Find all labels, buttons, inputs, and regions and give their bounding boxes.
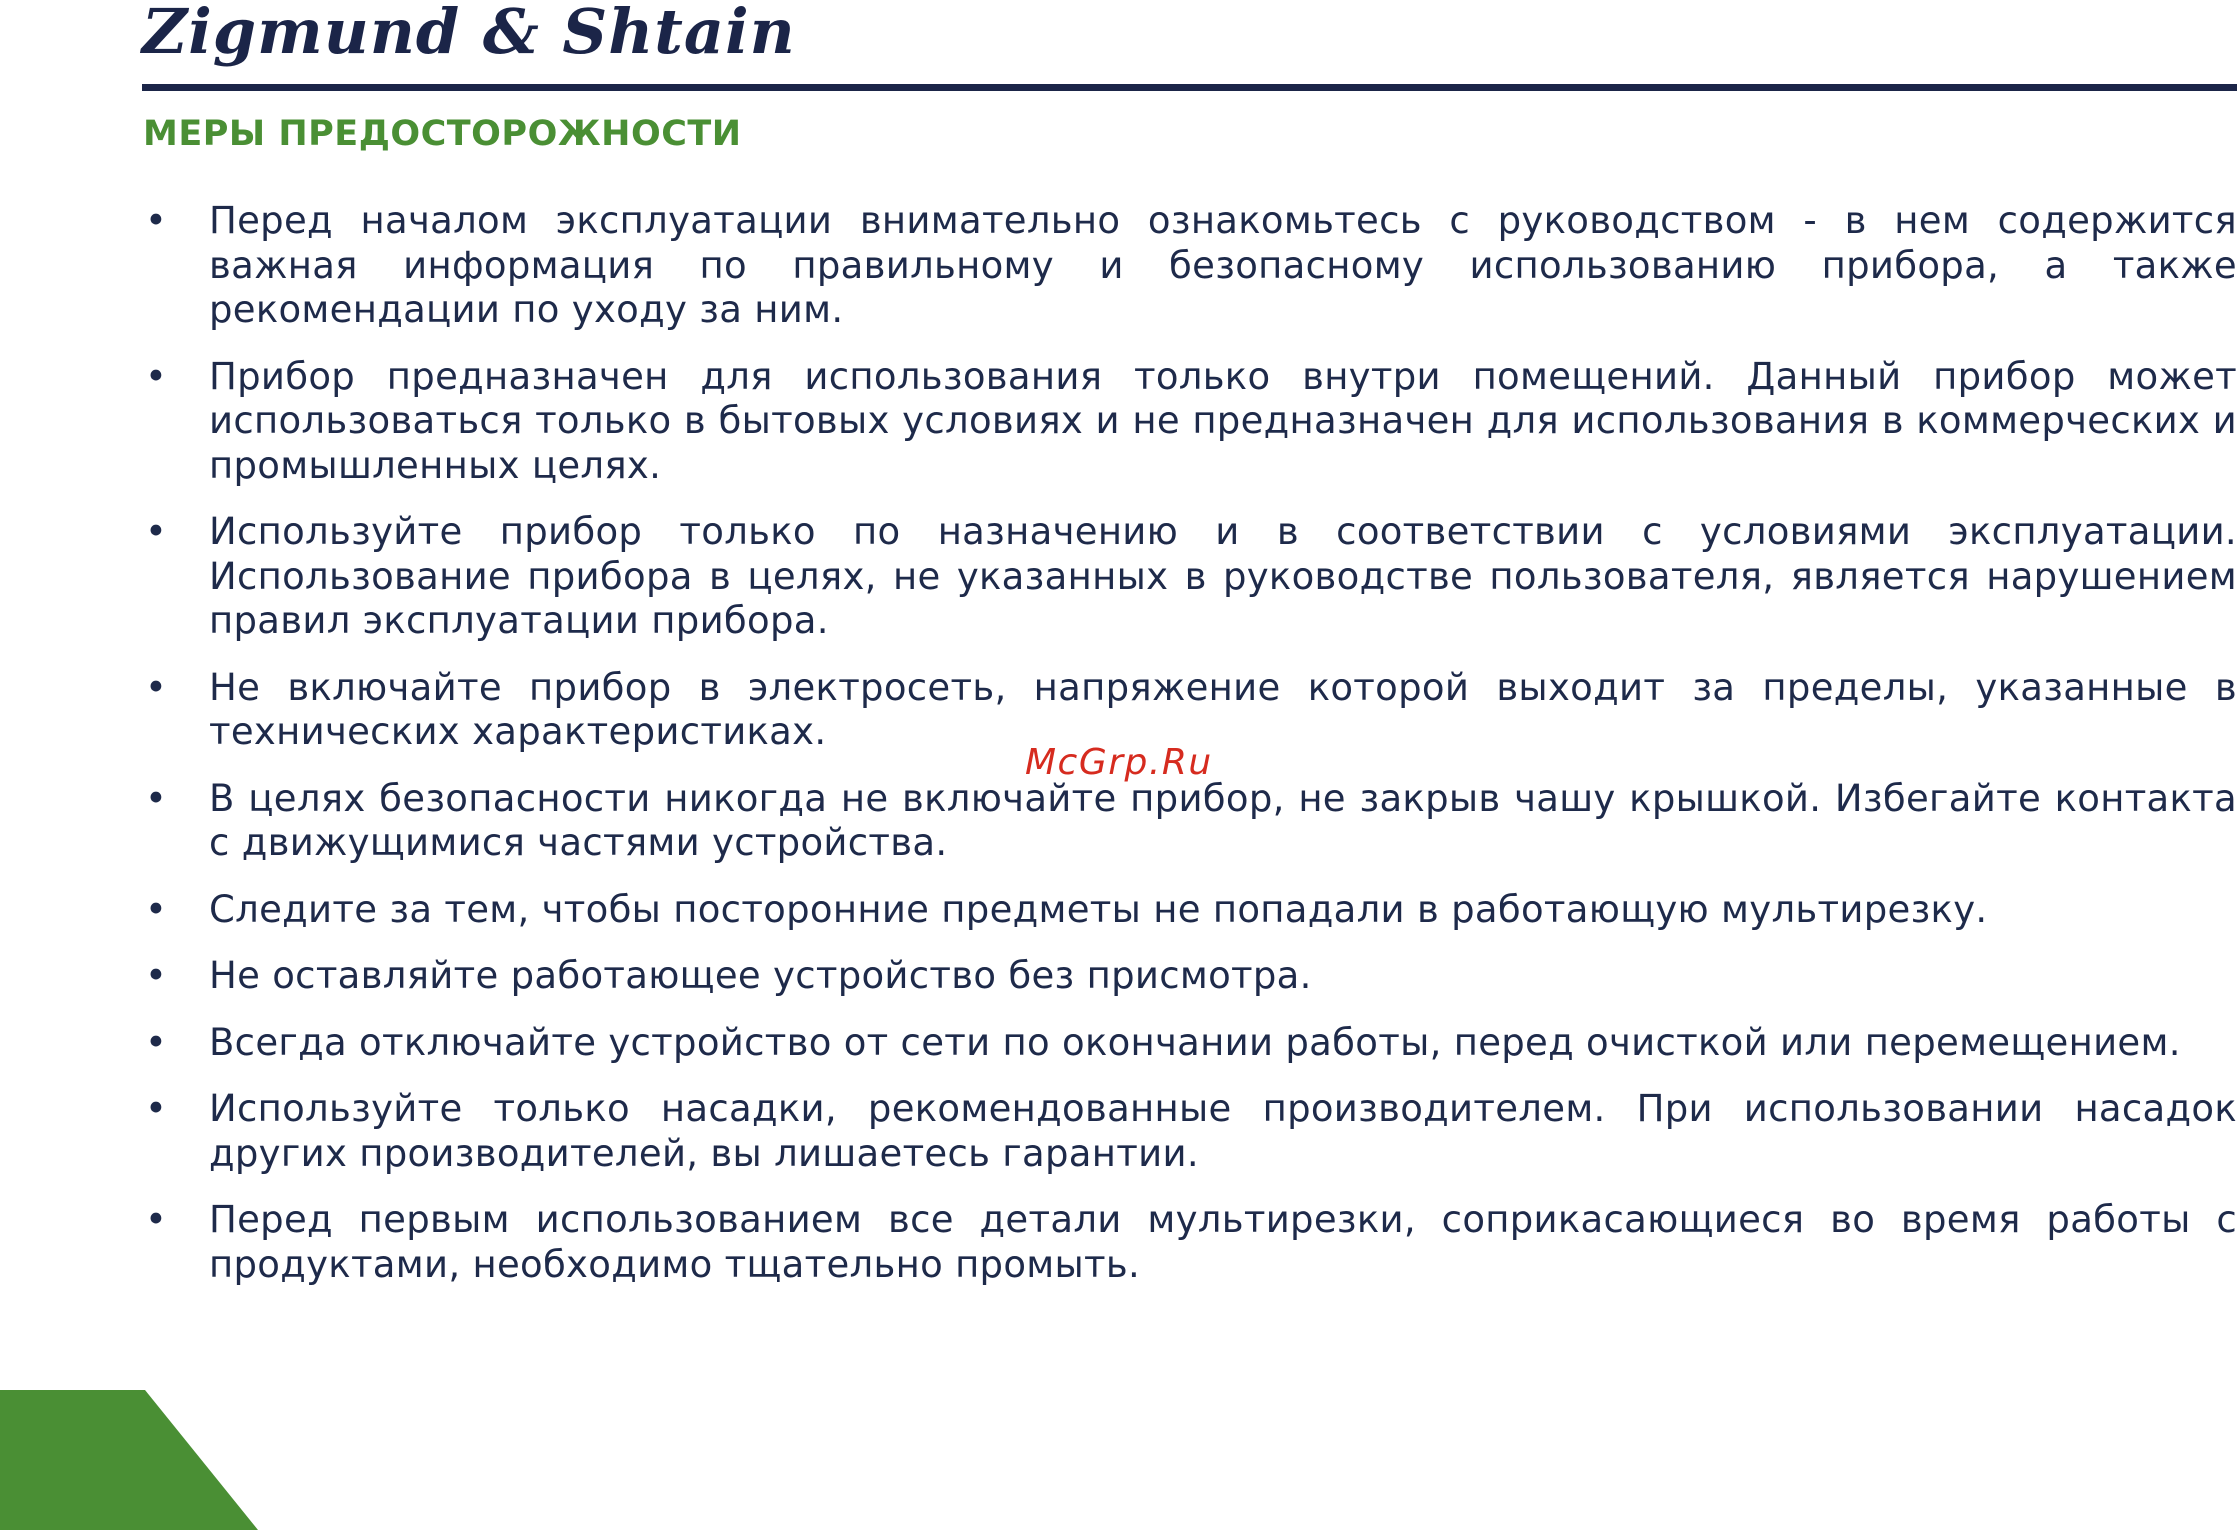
list-item-text: Следите за тем, чтобы посторонние предметы не попадали в работающую мультирезку. [209,887,1988,931]
list-item [145,1021,2237,1066]
list-item-text: Используйте прибор только по назначению и в соответствии с условиями эксплуатации. Использование прибора в целях, не указанных в руководстве пользователя, является нарушением правил эксплуатации прибора. [209,510,2237,642]
bullet-icon: • [145,354,168,398]
list-item [145,1087,2237,1176]
bullet-icon: • [145,776,168,820]
list-item-text: Используйте только насадки, рекомендованные производителем. При использовании насадок других производителей, вы лишаетесь гарантии. [209,1087,2237,1175]
list-item-text: Перед началом эксплуатации внимательно ознакомьтесь с руководством - в нем содержится важная информация по правильному и безопасному использованию прибора, а также рекомендации по уходу за ним. [209,199,2237,331]
list-item [145,510,2237,644]
list-item-text: Не оставляйте работающее устройство без присмотра. [209,954,1312,997]
bullet-icon: • [145,954,168,997]
bullet-icon: • [145,510,168,553]
bullet-icon: • [145,1020,168,1064]
bullet-icon: • [145,665,168,709]
list-item [145,1198,2237,1287]
list-item [145,199,2237,333]
bullet-icon: • [145,199,168,242]
list-item-text: Прибор предназначен для использования только внутри помещений. Данный прибор может использоваться только в бытовых условиях и не предназначен для использования в коммерческих и промышленных целях. [209,354,2237,487]
list-item [145,777,2237,866]
list-item-text: Всегда отключайте устройство от сети по окончании работы, перед очисткой или перемещением. [209,1020,2181,1064]
list-item-text: Не включайте прибор в электросеть, напряжение которой выходит за пределы, указанные в технических характеристиках. [209,665,2237,753]
bullet-icon: • [145,1087,168,1130]
green-corner-trapezoid [0,1390,258,1530]
section-title: МЕРЫ ПРЕДОСТОРОЖНОСТИ [143,114,742,154]
brand-logo [142,0,796,68]
list-item [145,954,2237,999]
bullet-icon: • [145,887,168,931]
brand-logo-text: Zigmund & Shtain [142,0,796,68]
bullet-icon: • [145,1198,168,1241]
list-item-text: В целях безопасности никогда не включайте прибор, не закрыв чашу крышкой. Избегайте контакта с движущимися частями устройства. [209,776,2237,864]
list-item [145,888,2237,933]
list-item-text: Перед первым использованием все детали мультирезки, соприкасающиеся во время работы с продуктами, необходимо тщательно промыть. [209,1198,2237,1286]
watermark-text: McGrp.Ru [1025,742,1213,783]
list-item [145,355,2237,489]
header-divider [142,84,2237,91]
